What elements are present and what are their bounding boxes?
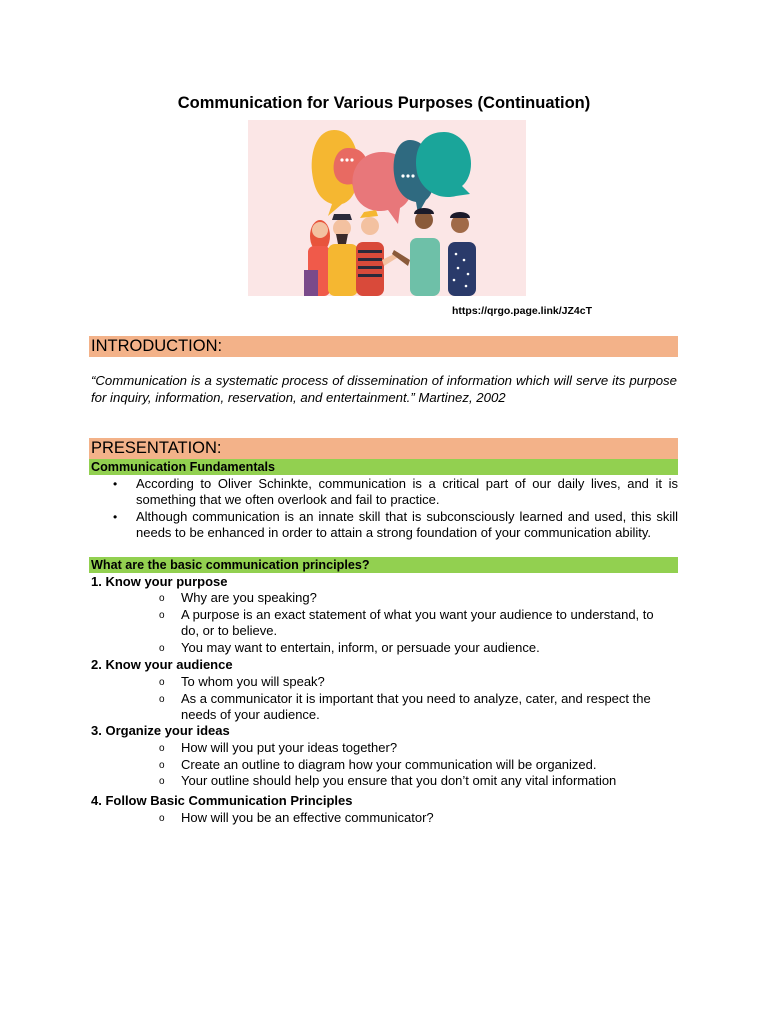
list-item: o Create an outline to diagram how your communication will be organized. (91, 757, 678, 774)
presentation-heading: PRESENTATION: (89, 438, 678, 459)
circle-bullet-icon: o (159, 759, 165, 771)
circle-bullet-icon: o (159, 609, 165, 621)
bullet-icon: • (113, 509, 118, 524)
list-item: o Your outline should help you ensure that you don’t omit any vital information (91, 773, 678, 790)
fundamentals-heading: Communication Fundamentals (89, 459, 678, 475)
principle-items (91, 674, 678, 724)
list-item: o To whom you will speak? (91, 674, 678, 691)
circle-bullet-icon: o (159, 743, 165, 754)
list-item: o How will you be an effective communicator? (91, 810, 678, 827)
fundamentals-list (91, 476, 678, 541)
list-item: • Although communication is an innate skill that is subconsciously learned and used, this skill needs to be enhanced in order to attain a strong foundation of your communication ability. (113, 508, 678, 540)
principle-title: 2. Know your audience (91, 657, 233, 672)
introduction-heading: INTRODUCTION: (89, 336, 678, 357)
list-item: o A purpose is an exact statement of what you want your audience to understand, to do, or to believe. (159, 606, 654, 638)
page-title: Communication for Various Purposes (Continuation) (177, 94, 591, 112)
circle-bullet-icon: o (159, 693, 165, 705)
principle-items (91, 740, 678, 790)
list-item: o How will you put your ideas together? (91, 740, 678, 757)
principle-items (91, 590, 678, 656)
circle-bullet-icon: o (159, 813, 165, 824)
list-item: o As a communicator it is important that you need to analyze, cater, and respect the needs of your audience. (159, 690, 651, 722)
list-item: • According to Oliver Schinkte, communication is a critical part of our daily lives, and it is something that we often overlook and fail to practice. (113, 476, 678, 508)
introduction-quote: “Communication is a systematic process of dissemination of information which will serve its purpose for inquiry, information, reservation, and entertainment.” Martinez, 2002 (91, 373, 677, 405)
list-item: o Why are you speaking? (91, 590, 678, 607)
circle-bullet-icon: o (159, 677, 165, 688)
principle-title: 1. Know your purpose (91, 574, 228, 589)
list-item: o You may want to entertain, inform, or persuade your audience. (91, 640, 678, 657)
principle-items (91, 810, 678, 827)
image-source-link[interactable]: https://qrgo.page.link/JZ4cT (452, 305, 593, 317)
people-talking-illustration (248, 120, 526, 296)
circle-bullet-icon: o (159, 593, 165, 604)
circle-bullet-icon: o (159, 642, 165, 654)
bullet-icon: • (113, 477, 118, 491)
principle-title: 4. Follow Basic Communication Principles (91, 793, 353, 808)
circle-bullet-icon: o (159, 776, 165, 787)
principle-title: 3. Organize your ideas (91, 723, 230, 738)
principles-heading: What are the basic communication principles? (89, 557, 678, 573)
